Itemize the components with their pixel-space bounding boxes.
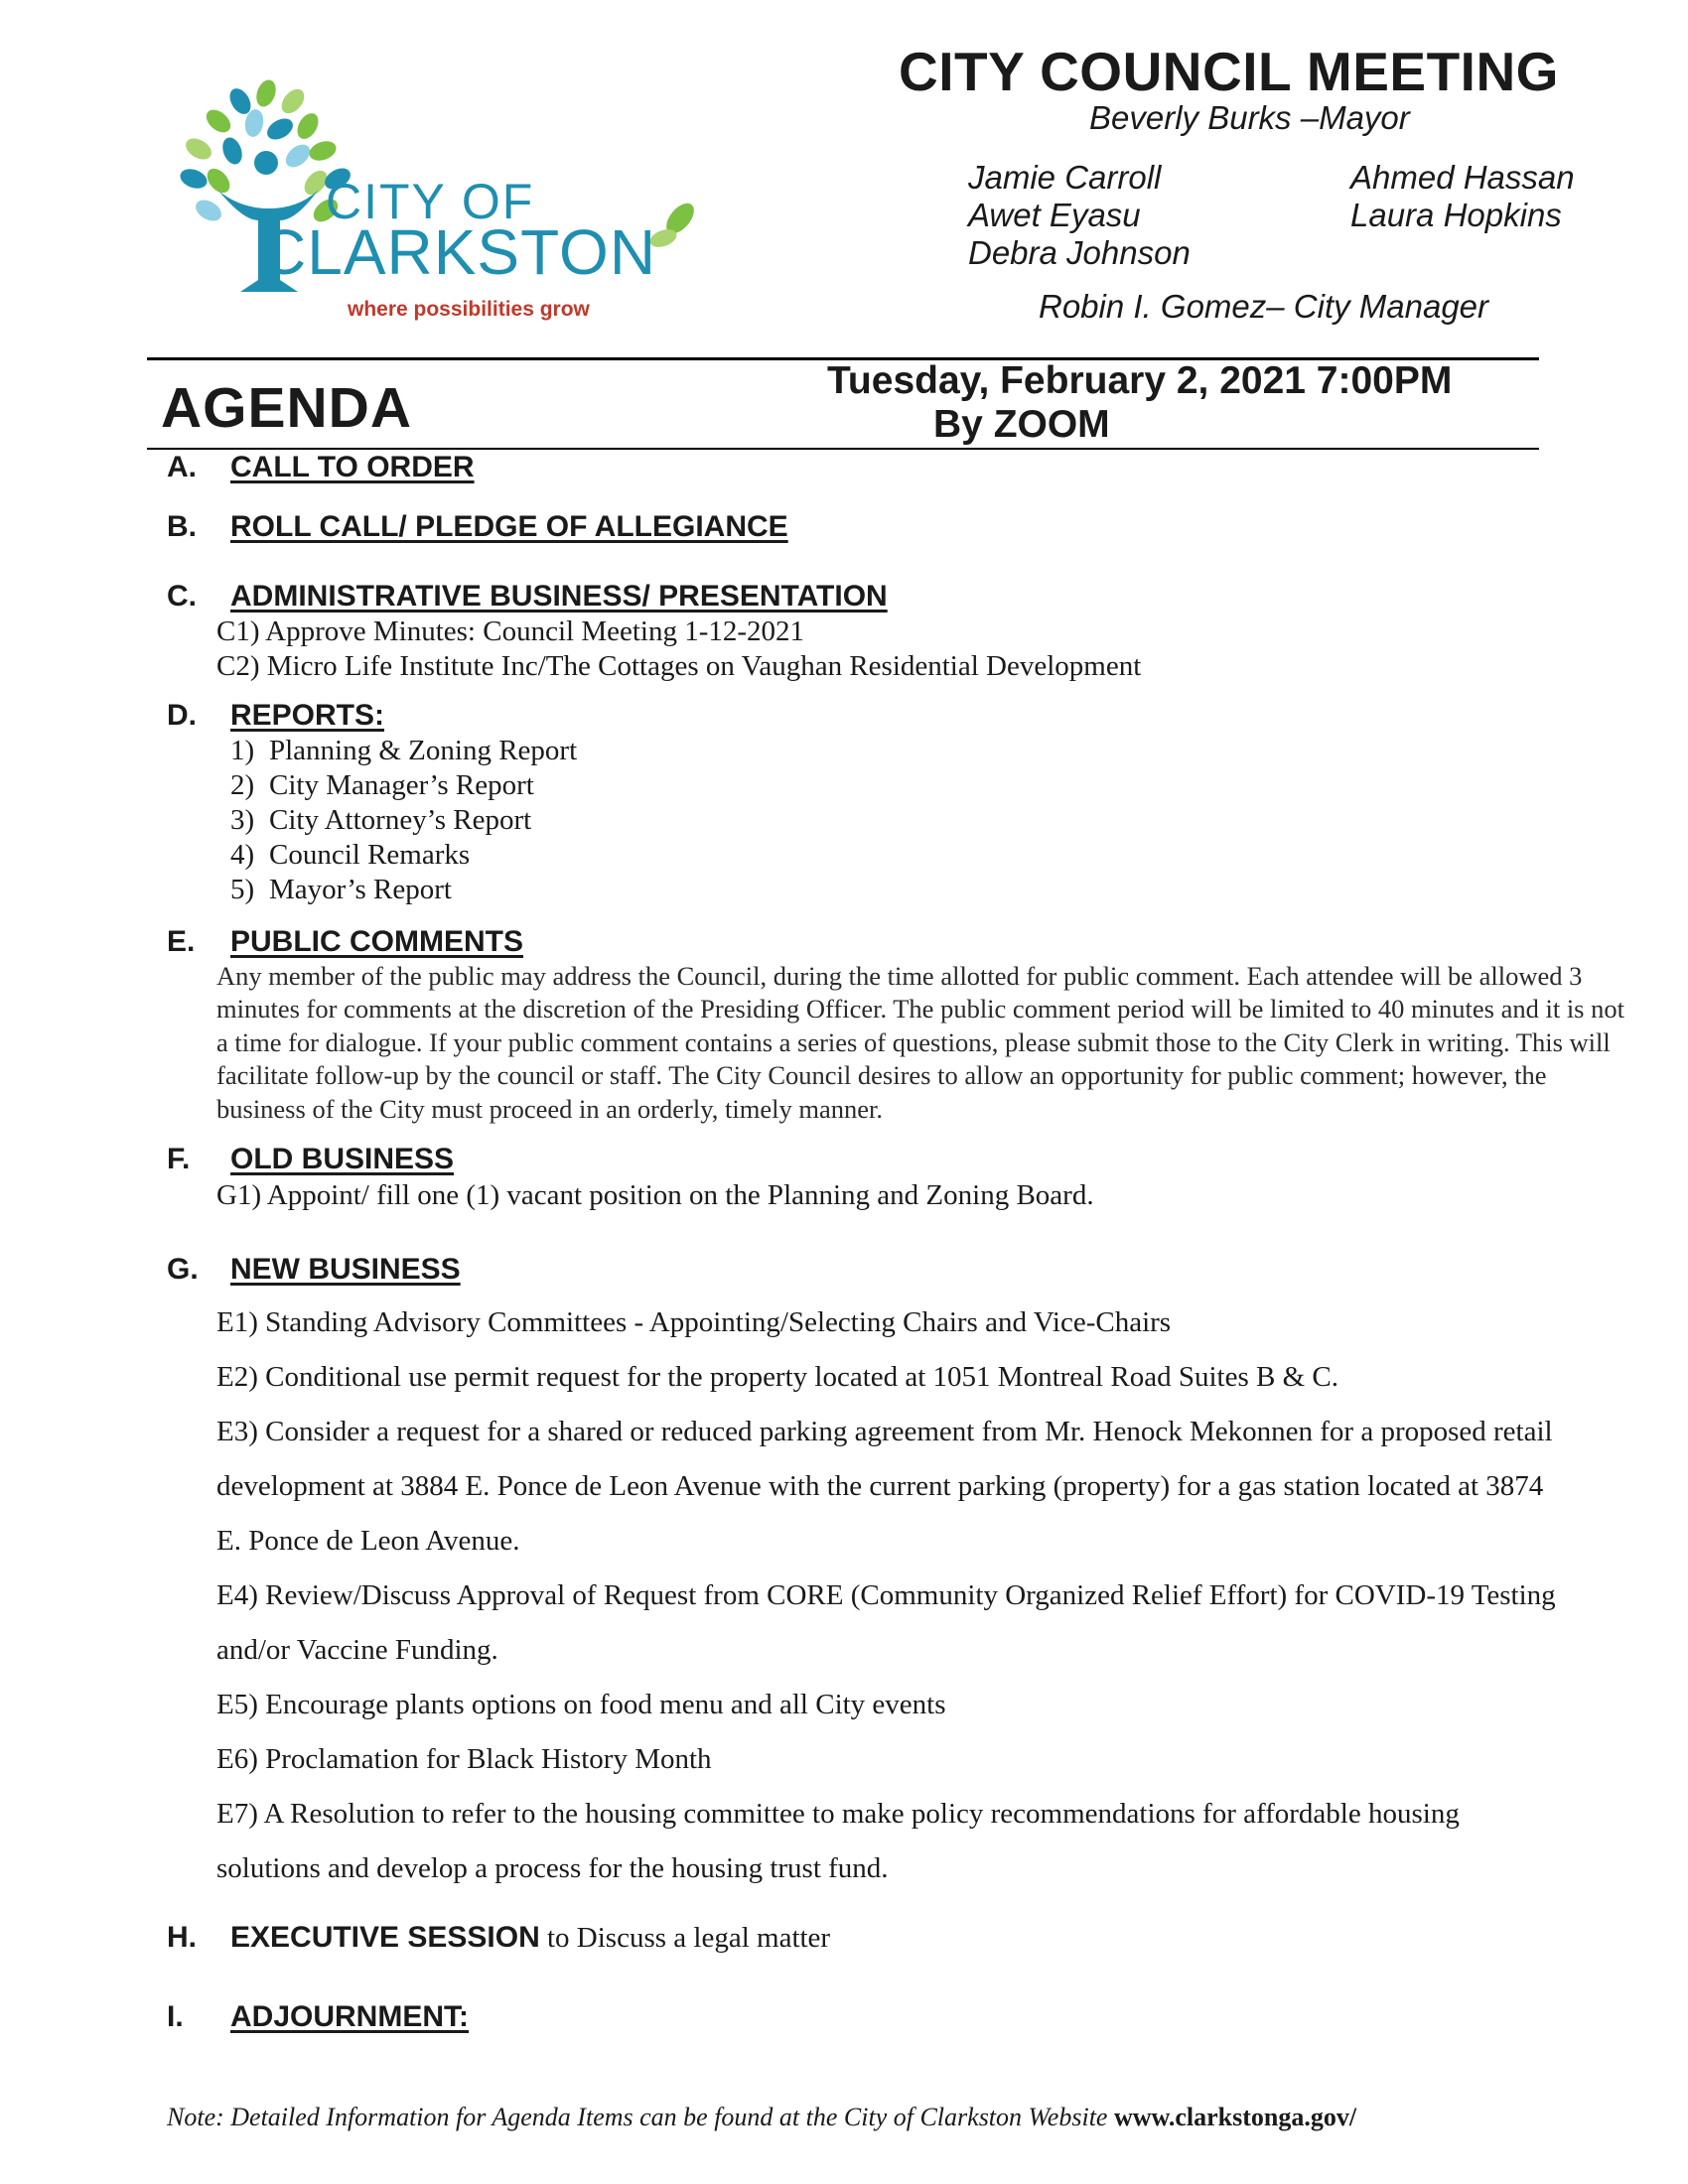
council-member: Debra Johnson bbox=[968, 234, 1191, 271]
report-number: 1) bbox=[230, 735, 255, 766]
section-letter: H. bbox=[167, 1921, 197, 1954]
meeting-title: CITY COUNCIL MEETING bbox=[899, 41, 1559, 102]
header-rule-bottom bbox=[147, 448, 1539, 450]
agenda-item-continued: and/or Vaccine Funding. bbox=[216, 1634, 498, 1666]
meeting-date: Tuesday, February 2, 2021 7:00PM bbox=[827, 359, 1453, 402]
section-old-business: OLD BUSINESS bbox=[230, 1143, 455, 1175]
report-item: City Manager’s Report bbox=[269, 769, 534, 801]
footer-note-text: Note: Detailed Information for Agenda Items can be found at the City of Clarkston Website bbox=[167, 2103, 1114, 2131]
section-letter: F. bbox=[167, 1143, 191, 1175]
city-logo bbox=[149, 71, 705, 330]
agenda-item: E4) Review/Discuss Approval of Request from CORE (Community Organized Relief Effort) for COVID-19 Testing bbox=[216, 1579, 1556, 1611]
council-member: Awet Eyasu bbox=[968, 197, 1141, 233]
agenda-item: C2) Micro Life Institute Inc/The Cottages on Vaughan Residential Development bbox=[216, 650, 1142, 682]
footer-note bbox=[167, 2103, 1356, 2132]
section-call-to-order: CALL TO ORDER bbox=[230, 451, 475, 483]
website-link[interactable]: www.clarkstonga.gov/ bbox=[1113, 2103, 1357, 2131]
council-member: Jamie Carroll bbox=[968, 159, 1162, 196]
report-number: 4) bbox=[230, 839, 255, 871]
section-letter: D. bbox=[167, 699, 197, 732]
report-number: 3) bbox=[230, 804, 255, 836]
section-executive-session bbox=[230, 1921, 830, 1955]
section-letter: G. bbox=[167, 1253, 199, 1286]
executive-session-detail: to Discuss a legal matter bbox=[539, 1922, 831, 1954]
section-letter: I. bbox=[167, 2000, 184, 2033]
council-member: Ahmed Hassan bbox=[1350, 159, 1575, 196]
agenda-item-continued: E. Ponce de Leon Avenue. bbox=[216, 1525, 520, 1557]
agenda-item-continued: development at 3884 E. Ponce de Leon Avenue with the current parking (property) for a gas station located at 3874 bbox=[216, 1470, 1544, 1502]
section-public-comments: PUBLIC COMMENTS bbox=[230, 925, 523, 958]
section-letter: C. bbox=[167, 580, 197, 613]
agenda-item: G1) Appoint/ fill one (1) vacant position on the Planning and Zoning Board. bbox=[216, 1179, 1094, 1211]
agenda-heading: AGENDA bbox=[161, 376, 413, 440]
council-member: Laura Hopkins bbox=[1350, 197, 1562, 233]
section-letter: B. bbox=[167, 510, 197, 543]
section-roll-call: ROLL CALL/ PLEDGE OF ALLEGIANCE bbox=[230, 510, 788, 543]
executive-session-title: EXECUTIVE SESSION bbox=[230, 1921, 540, 1954]
report-item: Mayor’s Report bbox=[269, 874, 452, 905]
report-item: City Attorney’s Report bbox=[269, 804, 532, 836]
section-letter: E. bbox=[167, 925, 196, 958]
meeting-venue: By ZOOM bbox=[933, 403, 1110, 446]
agenda-item-continued: solutions and develop a process for the housing trust fund. bbox=[216, 1852, 889, 1884]
section-new-business: NEW BUSINESS bbox=[230, 1253, 461, 1286]
city-manager: Robin I. Gomez– City Manager bbox=[1039, 288, 1489, 325]
report-number: 2) bbox=[230, 769, 255, 801]
mayor-name: Beverly Burks –Mayor bbox=[1089, 99, 1410, 136]
section-letter: A. bbox=[167, 451, 197, 483]
agenda-item: E1) Standing Advisory Committees - Appointing/Selecting Chairs and Vice-Chairs bbox=[216, 1306, 1172, 1338]
logo-tagline: where possibilities grow bbox=[348, 298, 590, 321]
logo-city-of-text: CITY OF bbox=[326, 174, 535, 229]
agenda-item: E7) A Resolution to refer to the housing committee to make policy recommendations for affordable housing bbox=[216, 1798, 1460, 1830]
agenda-item: E6) Proclamation for Black History Month bbox=[216, 1743, 712, 1775]
report-item: Planning & Zoning Report bbox=[269, 735, 578, 766]
report-number: 5) bbox=[230, 874, 255, 905]
agenda-item: E5) Encourage plants options on food menu and all City events bbox=[216, 1689, 946, 1720]
public-comments-text: Any member of the public may address the Council, during the time allotted for public comment. Each attendee will be allowed 3 minutes for comments at the discretion of the Presiding Officer. The public comment period will be limited to 40 minutes and it is not a time for dialogue. If your public comment contains a series of questions, please submit those to the City Clerk in writing. This will facilitate follow-up by the council or staff. The City Council desires to allow an opportunity for public comment; however, the business of the City must proceed in an orderly, timely manner. bbox=[216, 961, 1624, 1124]
report-item: Council Remarks bbox=[269, 839, 471, 871]
logo-clarkston-text: CLARKSTON bbox=[260, 216, 657, 288]
agenda-item: C1) Approve Minutes: Council Meeting 1-12-2021 bbox=[216, 615, 805, 647]
section-adjournment: ADJOURNMENT: bbox=[230, 2000, 469, 2033]
agenda-item: E2) Conditional use permit request for the property located at 1051 Montreal Road Suites B & C. bbox=[216, 1361, 1338, 1393]
section-administrative-business: ADMINISTRATIVE BUSINESS/ PRESENTATION bbox=[230, 580, 888, 613]
section-reports: REPORTS: bbox=[230, 699, 385, 732]
agenda-item: E3) Consider a request for a shared or reduced parking agreement from Mr. Henock Mekonnen for a proposed retail bbox=[216, 1416, 1553, 1447]
